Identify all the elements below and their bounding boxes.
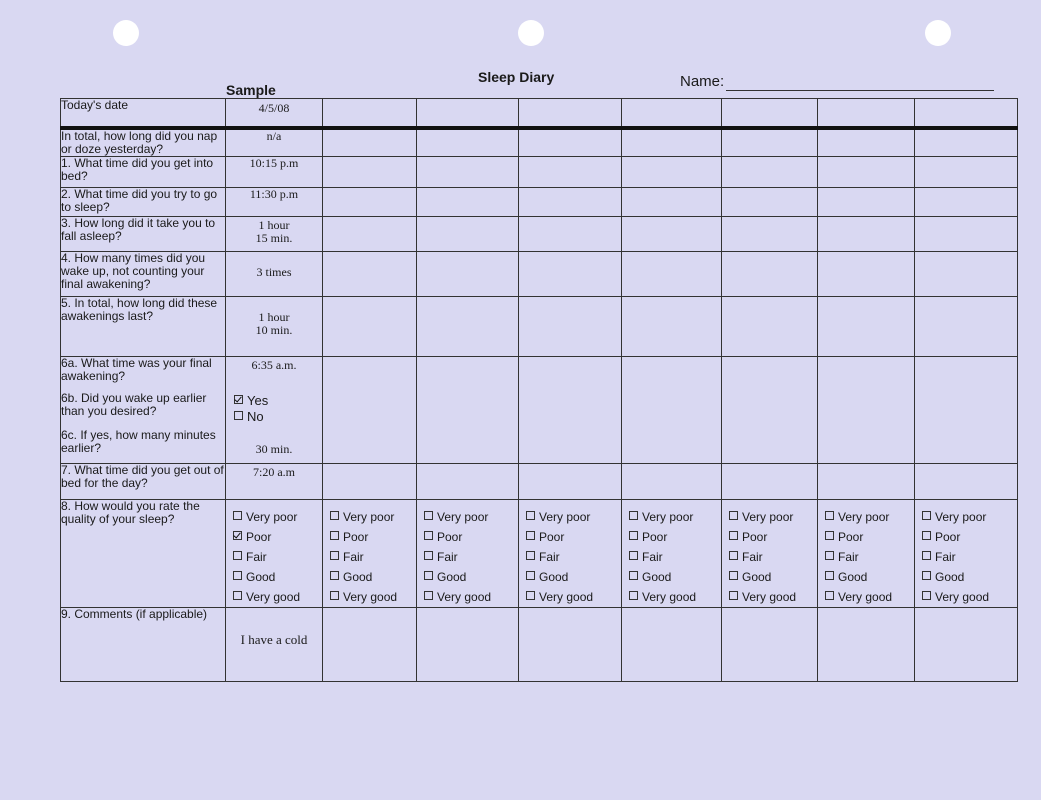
- option-label: Very poor: [838, 509, 890, 524]
- row-comments: [61, 607, 1018, 681]
- entry-cell[interactable]: [417, 187, 519, 216]
- entry-cell[interactable]: [722, 187, 818, 216]
- entry-cell[interactable]: [417, 216, 519, 251]
- entry-cell[interactable]: [915, 99, 1018, 128]
- quality-checkbox[interactable]: [825, 531, 834, 540]
- quality-checkbox[interactable]: [629, 551, 638, 560]
- sample-nap: n/a: [226, 128, 323, 157]
- option-label: Very poor: [343, 509, 395, 524]
- quality-cell: [915, 499, 1018, 607]
- entry-cell[interactable]: [915, 356, 1018, 463]
- quality-checkbox[interactable]: [424, 511, 433, 520]
- quality-options: [622, 500, 721, 607]
- row-date: [61, 99, 1018, 128]
- entry-cell[interactable]: [818, 607, 915, 681]
- option-label: Very good: [742, 589, 797, 604]
- entry-cell[interactable]: [323, 216, 417, 251]
- name-label: Name:: [680, 73, 725, 90]
- entry-cell[interactable]: [818, 296, 915, 356]
- option-label: Fair: [742, 549, 763, 564]
- row-final-awakening: [61, 356, 1018, 463]
- entry-cell[interactable]: [818, 156, 915, 187]
- option-label: Poor: [642, 529, 668, 544]
- option-label: Good: [246, 569, 276, 584]
- option-label: Poor: [343, 529, 369, 544]
- option-label: Poor: [935, 529, 961, 544]
- quality-checkbox[interactable]: [922, 551, 931, 560]
- entry-cell[interactable]: [323, 356, 417, 463]
- sample-bed-time: 10:15 p.m: [226, 156, 323, 187]
- quality-options: [323, 500, 416, 607]
- quality-checkbox[interactable]: [729, 531, 738, 540]
- quality-checkbox[interactable]: [825, 551, 834, 560]
- row-bed-time: [61, 156, 1018, 187]
- checkbox-very-poor[interactable]: [233, 511, 242, 520]
- quality-checkbox[interactable]: [424, 591, 433, 600]
- entry-cell[interactable]: [519, 296, 622, 356]
- entry-cell[interactable]: [915, 187, 1018, 216]
- entry-cell[interactable]: [622, 128, 722, 157]
- sample-6a: 6:35 a.m.: [251, 357, 297, 372]
- entry-cell[interactable]: [519, 156, 622, 187]
- entry-cell[interactable]: [323, 128, 417, 157]
- entry-cell[interactable]: [818, 463, 915, 499]
- entry-cell[interactable]: [722, 463, 818, 499]
- quality-checkbox[interactable]: [330, 591, 339, 600]
- option-label: Good: [343, 569, 373, 584]
- quality-cell: [818, 499, 915, 607]
- entry-cell[interactable]: [417, 99, 519, 128]
- question-final-awakening: [61, 356, 226, 463]
- entry-cell[interactable]: [818, 216, 915, 251]
- option-label: Fair: [343, 549, 364, 564]
- row-awakenings-count: [61, 251, 1018, 296]
- punch-hole-center: [518, 20, 544, 46]
- quality-checkbox[interactable]: [922, 531, 931, 540]
- quality-cell: [519, 499, 622, 607]
- entry-cell[interactable]: [519, 251, 622, 296]
- entry-cell[interactable]: [622, 99, 722, 128]
- checkbox-very-good[interactable]: [233, 591, 242, 600]
- sample-sleep-attempt: 11:30 p.m: [226, 187, 323, 216]
- quality-options: [722, 500, 817, 607]
- quality-checkbox[interactable]: [330, 531, 339, 540]
- question-6a: 6a. What time was your final awakening?: [61, 355, 212, 383]
- option-label: Fair: [437, 549, 458, 564]
- entry-cell[interactable]: [323, 99, 417, 128]
- option-label: Very good: [539, 589, 594, 604]
- entry-cell[interactable]: [519, 463, 622, 499]
- quality-checkbox[interactable]: [330, 511, 339, 520]
- sample-quality-options: [226, 500, 322, 607]
- entry-cell[interactable]: [323, 156, 417, 187]
- entry-cell[interactable]: [622, 156, 722, 187]
- option-label: Very good: [642, 589, 697, 604]
- quality-checkbox[interactable]: [629, 531, 638, 540]
- row-awakenings-duration: [61, 296, 1018, 356]
- option-label: Fair: [246, 549, 267, 564]
- option-label: Good: [437, 569, 467, 584]
- entry-cell[interactable]: [915, 463, 1018, 499]
- entry-cell[interactable]: [622, 607, 722, 681]
- question-bed-time: 1. What time did you get into bed?: [61, 156, 226, 187]
- entry-cell[interactable]: [722, 296, 818, 356]
- row-sleep-attempt: [61, 187, 1018, 216]
- row-nap: [61, 128, 1018, 157]
- sample-sleep-latency-hours: 1 hour: [258, 217, 290, 232]
- entry-cell[interactable]: [915, 128, 1018, 157]
- entry-cell[interactable]: [519, 99, 622, 128]
- quality-checkbox[interactable]: [922, 511, 931, 520]
- sample-date: 4/5/08: [226, 99, 323, 128]
- row-out-of-bed: [61, 463, 1018, 499]
- checkbox-yes-checked[interactable]: [234, 395, 243, 404]
- option-label: Poor: [246, 529, 272, 544]
- option-label: Very poor: [539, 509, 591, 524]
- option-label: Very poor: [437, 509, 489, 524]
- quality-cell: [722, 499, 818, 607]
- quality-checkbox[interactable]: [526, 591, 535, 600]
- question-awakenings-count: 4. How many times did you wake up, not counting your final awakening?: [61, 251, 226, 296]
- entry-cell[interactable]: [818, 356, 915, 463]
- option-label: Fair: [935, 549, 956, 564]
- quality-checkbox[interactable]: [729, 551, 738, 560]
- quality-checkbox[interactable]: [526, 511, 535, 520]
- quality-checkbox[interactable]: [629, 511, 638, 520]
- question-sleep-latency: 3. How long did it take you to fall asleep?: [61, 216, 226, 251]
- punch-hole-right: [925, 20, 951, 46]
- quality-cell: [417, 499, 519, 607]
- option-label: Good: [742, 569, 772, 584]
- quality-checkbox[interactable]: [729, 571, 738, 580]
- option-label: Very good: [935, 589, 990, 604]
- entry-cell[interactable]: [622, 356, 722, 463]
- option-label: Fair: [539, 549, 560, 564]
- option-label: Very poor: [642, 509, 694, 524]
- sample-sleep-latency-minutes: 15 min.: [255, 230, 293, 245]
- sample-6b: [226, 372, 322, 425]
- question-out-of-bed: 7. What time did you get out of bed for the day?: [61, 463, 226, 499]
- option-label: Fair: [838, 549, 859, 564]
- entry-cell[interactable]: [915, 296, 1018, 356]
- entry-cell[interactable]: [622, 216, 722, 251]
- entry-cell[interactable]: [622, 463, 722, 499]
- entry-cell[interactable]: [417, 128, 519, 157]
- question-comments: 9. Comments (if applicable): [61, 607, 226, 681]
- quality-checkbox[interactable]: [922, 571, 931, 580]
- option-label: Poor: [539, 529, 565, 544]
- question-sleep-attempt: 2. What time did you try to go to sleep?: [61, 187, 226, 216]
- quality-checkbox[interactable]: [424, 551, 433, 560]
- entry-cell[interactable]: [622, 296, 722, 356]
- entry-cell[interactable]: [417, 463, 519, 499]
- entry-cell[interactable]: [323, 251, 417, 296]
- quality-options: [519, 500, 621, 607]
- sample-column-label: Sample: [226, 82, 276, 98]
- quality-checkbox[interactable]: [729, 591, 738, 600]
- quality-checkbox[interactable]: [629, 571, 638, 580]
- entry-cell[interactable]: [519, 356, 622, 463]
- option-label: Good: [935, 569, 965, 584]
- entry-cell[interactable]: [722, 356, 818, 463]
- checkbox-fair[interactable]: [233, 551, 242, 560]
- quality-checkbox[interactable]: [825, 591, 834, 600]
- quality-cell: [622, 499, 722, 607]
- sample-awakenings-count: 3 times: [226, 251, 323, 296]
- entry-cell[interactable]: [722, 128, 818, 157]
- sample-out-of-bed: 7:20 a.m: [226, 463, 323, 499]
- entry-cell[interactable]: [519, 187, 622, 216]
- quality-checkbox[interactable]: [629, 591, 638, 600]
- option-label: Poor: [838, 529, 864, 544]
- option-label: Good: [539, 569, 569, 584]
- quality-checkbox[interactable]: [825, 571, 834, 580]
- quality-checkbox[interactable]: [526, 531, 535, 540]
- option-label: Very good: [437, 589, 492, 604]
- entry-cell[interactable]: [417, 296, 519, 356]
- entry-cell[interactable]: [417, 251, 519, 296]
- entry-cell[interactable]: [818, 187, 915, 216]
- name-field[interactable]: [726, 90, 994, 91]
- entry-cell[interactable]: [519, 128, 622, 157]
- question-6b: 6b. Did you wake up earlier than you desired?: [61, 390, 207, 418]
- entry-cell[interactable]: [417, 156, 519, 187]
- quality-checkbox[interactable]: [330, 571, 339, 580]
- quality-cell: [323, 499, 417, 607]
- sample-final-awakening: [226, 356, 323, 463]
- option-label: Very poor: [935, 509, 987, 524]
- option-label: Very good: [838, 589, 893, 604]
- quality-checkbox[interactable]: [729, 511, 738, 520]
- punch-hole-left: [113, 20, 139, 46]
- option-label: Very poor: [742, 509, 794, 524]
- sample-6b-yes-label: Yes: [247, 392, 269, 408]
- checkbox-good[interactable]: [233, 571, 242, 580]
- entry-cell[interactable]: [915, 607, 1018, 681]
- row-sleep-quality: [61, 499, 1018, 607]
- sample-sleep-quality: [226, 499, 323, 607]
- checkbox-no[interactable]: [234, 411, 243, 420]
- entry-cell[interactable]: [417, 607, 519, 681]
- quality-checkbox[interactable]: [330, 551, 339, 560]
- question-sleep-quality: 8. How would you rate the quality of your sleep?: [61, 499, 226, 607]
- question-nap: In total, how long did you nap or doze yesterday?: [61, 128, 226, 157]
- entry-cell[interactable]: [722, 216, 818, 251]
- quality-checkbox[interactable]: [526, 551, 535, 560]
- option-label: Very good: [343, 589, 398, 604]
- entry-cell[interactable]: [622, 187, 722, 216]
- sleep-diary-table: [60, 98, 1018, 682]
- checkbox-poor-checked[interactable]: [233, 531, 242, 540]
- option-label: Good: [642, 569, 672, 584]
- entry-cell[interactable]: [519, 216, 622, 251]
- entry-cell[interactable]: [323, 463, 417, 499]
- entry-cell[interactable]: [915, 251, 1018, 296]
- quality-options: [818, 500, 914, 607]
- entry-cell[interactable]: [417, 356, 519, 463]
- quality-checkbox[interactable]: [526, 571, 535, 580]
- question-6c: 6c. If yes, how many minutes earlier?: [61, 427, 216, 455]
- entry-cell[interactable]: [519, 607, 622, 681]
- row-sleep-latency: [61, 216, 1018, 251]
- quality-checkbox[interactable]: [825, 511, 834, 520]
- option-label: Poor: [742, 529, 768, 544]
- entry-cell[interactable]: [722, 156, 818, 187]
- quality-checkbox[interactable]: [922, 591, 931, 600]
- sample-awakenings-hours: 1 hour: [258, 309, 290, 324]
- entry-cell[interactable]: [818, 251, 915, 296]
- option-label: Fair: [642, 549, 663, 564]
- entry-cell[interactable]: [818, 99, 915, 128]
- question-awakenings-duration: 5. In total, how long did these awakenings last?: [61, 296, 226, 356]
- entry-cell[interactable]: [818, 128, 915, 157]
- entry-cell[interactable]: [722, 607, 818, 681]
- entry-cell[interactable]: [323, 187, 417, 216]
- quality-options: [417, 500, 518, 607]
- entry-cell[interactable]: [323, 607, 417, 681]
- entry-cell[interactable]: [622, 251, 722, 296]
- option-label: Very poor: [246, 509, 298, 524]
- question-date: Today's date: [61, 99, 226, 128]
- sample-awakenings-minutes: 10 min.: [255, 322, 293, 337]
- option-label: Poor: [437, 529, 463, 544]
- sample-awakenings-duration: [226, 296, 323, 356]
- entry-cell[interactable]: [915, 216, 1018, 251]
- option-label: Very good: [246, 589, 301, 604]
- sample-comments: I have a cold: [226, 607, 323, 681]
- quality-options: [915, 500, 1017, 607]
- entry-cell[interactable]: [915, 156, 1018, 187]
- option-label: Good: [838, 569, 868, 584]
- entry-cell[interactable]: [323, 296, 417, 356]
- quality-checkbox[interactable]: [424, 571, 433, 580]
- quality-checkbox[interactable]: [424, 531, 433, 540]
- entry-cell[interactable]: [722, 251, 818, 296]
- entry-cell[interactable]: [722, 99, 818, 128]
- sample-6c: 30 min.: [255, 441, 293, 456]
- sample-sleep-latency: [226, 216, 323, 251]
- page-title: Sleep Diary: [478, 69, 555, 85]
- sample-6b-no-label: No: [247, 408, 264, 424]
